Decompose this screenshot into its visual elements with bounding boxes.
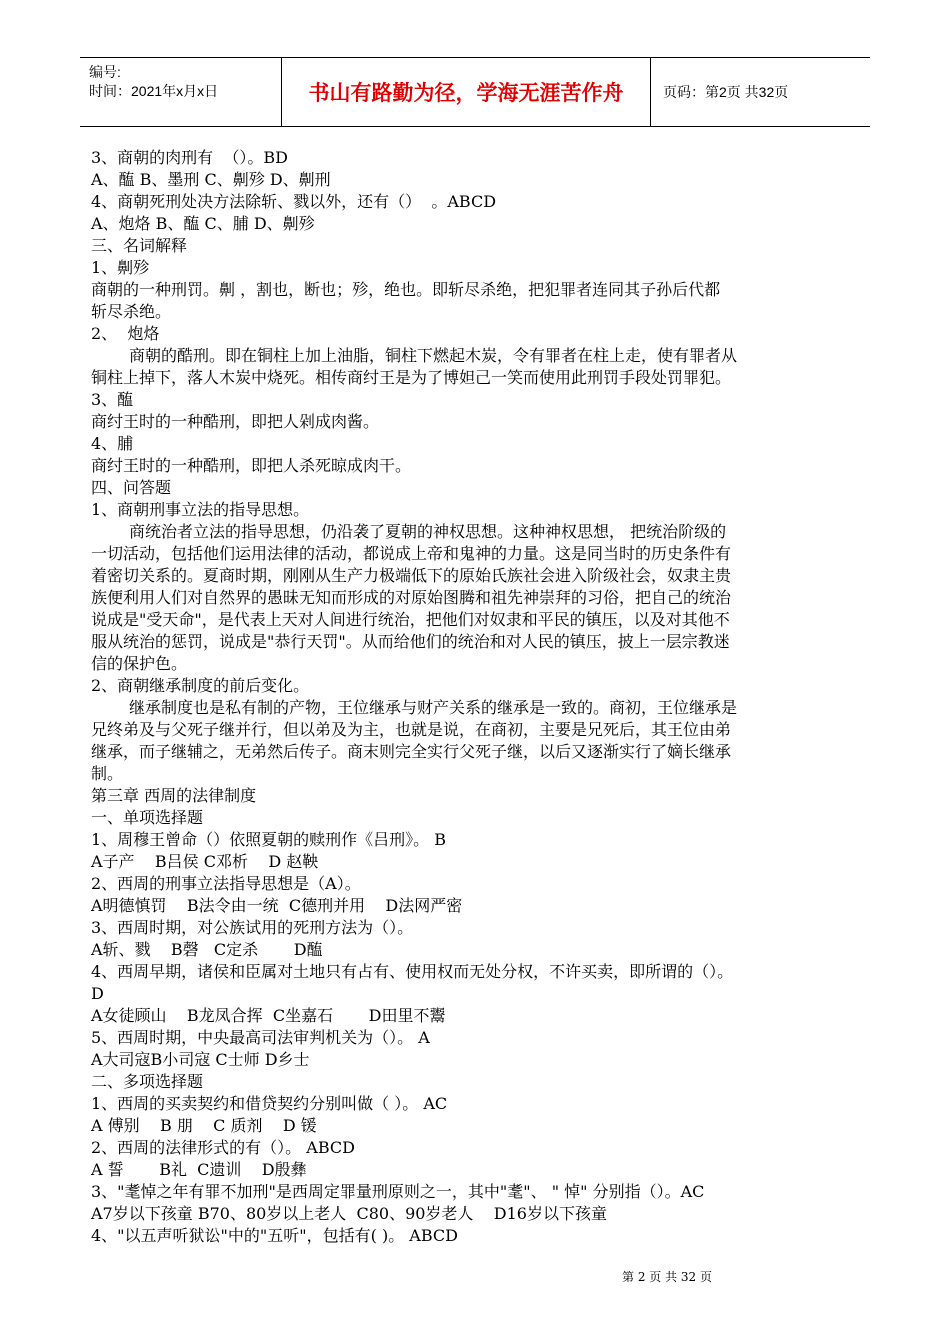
text-line: 2、西周的刑事立法指导思想是（A）。 <box>91 874 361 893</box>
text-line: 制。 <box>91 764 124 783</box>
text-line: 商纣王时的一种酷刑，即把人杀死晾成肉干。 <box>91 456 412 475</box>
text-line: 1、劓殄 <box>91 258 150 277</box>
header-info-cell <box>80 58 282 126</box>
text-line: 第三章 西周的法律制度 <box>91 786 257 805</box>
text-line: 继承，而子继辅之，无弟然后传子。商末则完全实行父死子继，以后又逐渐实行了嫡长继承 <box>91 742 732 761</box>
document-body <box>91 147 866 1247</box>
text-line: 2、商朝继承制度的前后变化。 <box>91 676 310 695</box>
text-line: A、醢 B、墨刑 C、劓殄 D、劓刑 <box>91 170 331 189</box>
text-line: A斩、戮 B磬 C定杀 D醢 <box>91 940 323 959</box>
text-line: 三、名词解释 <box>91 236 188 255</box>
text-line: 继承制度也是私有制的产物，王位继承与财产关系的继承是一致的。商初，王位继承是 <box>129 698 738 717</box>
text-line: 着密切关系的。夏商时期，刚刚从生产力极端低下的原始氏族社会进入阶级社会，奴隶主贵 <box>91 566 732 585</box>
text-line: A大司寇B小司寇 C士师 D乡士 <box>91 1050 310 1069</box>
page-footer: 第 2 页 共 32 页 <box>622 1270 712 1284</box>
text-line: 3、商朝的肉刑有 （）。BD <box>91 148 288 167</box>
text-line: A女徒顾山 B龙凤合挥 C坐嘉石 D田里不鬻 <box>91 1006 446 1025</box>
document-number-label: 编号: <box>89 64 121 80</box>
header-motto: 书山有路勤为径，学海无涯苦作舟 <box>282 58 651 126</box>
text-line: A子产 B吕侯 C邓析 D 赵鞅 <box>91 852 319 871</box>
text-line: A 誓 B礼 C遗训 D殷彝 <box>91 1160 307 1179</box>
header-page-code: 页码：第2页 共32页 <box>663 84 789 100</box>
text-line: 4、"以五声听狱讼"中的"五听"，包括有( )。 ABCD <box>91 1226 458 1245</box>
text-line: 四、问答题 <box>91 478 172 497</box>
text-line: 3、醢 <box>91 390 134 409</box>
text-line: 2、 炮烙 <box>91 324 160 343</box>
text-line: 一切活动，包括他们运用法律的活动，都说成上帝和鬼神的力量。这是同当时的历史条件有 <box>91 544 732 563</box>
text-line: 商朝的一种刑罚。劓 ，割也，断也；殄，绝也。即斩尽杀绝，把犯罪者连同其子孙后代都 <box>91 280 721 299</box>
text-line: 商纣王时的一种酷刑，即把人剁成肉酱。 <box>91 412 380 431</box>
text-line: 1、西周的买卖契约和借贷契约分别叫做（ ）。 AC <box>91 1094 448 1113</box>
text-line: 信的保护色。 <box>91 654 188 673</box>
text-line: A7岁以下孩童 B70、80岁以上老人 C80、90岁老人 D16岁以下孩童 <box>91 1204 607 1223</box>
text-line: 一、单项选择题 <box>91 808 204 827</box>
text-line: 斩尽杀绝。 <box>91 302 172 321</box>
text-line: 商朝的酷刑。即在铜柱上加上油脂，铜柱下燃起木炭，令有罪者在柱上走，使有罪者从 <box>129 346 738 365</box>
text-line: 3、西周时期，对公族试用的死刑方法为（）。 <box>91 918 414 937</box>
text-line: 2、西周的法律形式的有（）。 ABCD <box>91 1138 355 1157</box>
text-line: 1、周穆王曾命（）依照夏朝的赎刑作《吕刑》。 B <box>91 830 447 849</box>
text-line: A、炮烙 B、醢 C、脯 D、劓殄 <box>91 214 315 233</box>
text-line: 4、西周早期，诸侯和臣属对土地只有占有、使用权而无处分权，不许买卖，即所谓的（）。 <box>91 962 734 981</box>
text-line: 4、商朝死刑处决方法除斩、戮以外，还有（） 。ABCD <box>91 192 497 211</box>
text-line: 服从统治的惩罚，说成是"恭行天罚"。从而给他们的统治和对人民的镇压，披上一层宗教迷 <box>91 632 730 651</box>
text-line: 商统治者立法的指导思想，仍沿袭了夏朝的神权思想。这种神权思想， 把统治阶级的 <box>129 522 727 541</box>
text-line: 兄终弟及与父死子继并行，但以弟及为主，也就是说，在商初，主要是兄死后，其王位由弟 <box>91 720 732 739</box>
text-line: 说成是"受天命"，是代表上天对人间进行统治，把他们对奴隶和平民的镇压，以及对其他不 <box>91 610 730 629</box>
text-line: A 傅别 B 朋 C 质剂 D 锾 <box>91 1116 317 1135</box>
text-line: D <box>91 984 104 1003</box>
text-line: 二、多项选择题 <box>91 1072 204 1091</box>
text-line: A明德慎罚 B法令由一统 C德刑并用 D法网严密 <box>91 896 463 915</box>
text-line: 族便利用人们对自然界的愚昧无知而形成的对原始图腾和祖先神崇拜的习俗，把自己的统治 <box>91 588 732 607</box>
text-line: 1、商朝刑事立法的指导思想。 <box>91 500 310 519</box>
text-line: 5、西周时期，中央最高司法审判机关为（）。 A <box>91 1028 430 1047</box>
document-time-label: 时间：2021年x月x日 <box>89 83 219 99</box>
page-header <box>80 57 870 127</box>
text-line: 铜柱上掉下，落人木炭中烧死。相传商纣王是为了博妲己一笑而使用此刑罚手段处罚罪犯。 <box>91 368 732 387</box>
text-line: 4、脯 <box>91 434 134 453</box>
text-line: 3、"耄悼之年有罪不加刑"是西周定罪量刑原则之一，其中"耄"、 " 悼" 分别指（）。AC <box>91 1182 705 1201</box>
